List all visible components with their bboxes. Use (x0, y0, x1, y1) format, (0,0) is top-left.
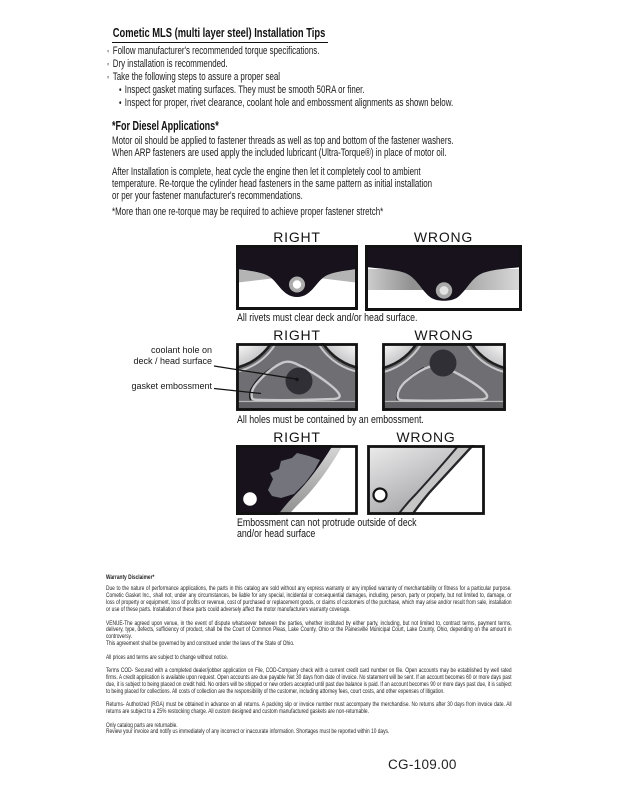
diesel-heading: *For Diesel Applications* (112, 119, 219, 133)
legal-paragraph: Review your invoice and notify us immediately of any incorrect or inaccurate information. Shortages must be reported within 10 days. (106, 728, 390, 736)
row1-caption: All rivets must clear deck and/or head surface. (237, 312, 418, 324)
coolant-hole (286, 368, 313, 395)
legal-paragraph: Due to the nature of performance applications, the parts in this catalog are sold without any express warranty or any implied warranty of merchantability or fitness for a particular purpose. Cometic Gasket Inc., shall not, under any circumstances, be liable for any special, incidental or consequential damages, including, person, party or property, but not limited to, damage, or loss of property or equipment, loss of profits or revenue, cost of purchased or replacement goods, or claims of customers of the purchase, which may arise and/or result from sale, installation or use of these parts. Installation of these parts could adversely affect the motor manufacturers warranty coverage. (106, 585, 512, 614)
diagram-embossment-wrong (382, 343, 506, 411)
retorque-note: *More than one re-torque may be required to achieve proper fastener stretch* (112, 206, 384, 218)
paragraph-line: When ARP fasteners are used apply the included lubricant (Ultra-Torque®) in place of motor oil. (112, 147, 447, 159)
legal-paragraph: Terms COD- Secured with a completed dealer/jobber application on File, COD-Company check with a current credit card number on file. Open accounts may be established by well rated firms. A credit application is available upon request. Open accounts are due payable Net 30 days from date of invoice. No statement will be sent. If an account becomes 60 or more days past due, it is subject to being placed on credit hold. No orders will be shipped or new orders accepted until past due balance is paid. If an account becomes 90 or more days past due, it is subject to being placed for collections. All costs of collection are the responsibility of the customer, including attorney fees, court costs, and other expenses of litigation. (106, 667, 512, 695)
paragraph-line: or per your fastener manufacturer's recommendations. (112, 190, 303, 202)
page-title: Cometic MLS (multi layer steel) Installation Tips (112, 25, 328, 43)
page-title-wrap (112, 24, 328, 42)
paragraph-line: After Installation is complete, heat cycle the engine then let it completely cool to ambient (112, 166, 421, 178)
wrong-label-row3: WRONG (396, 429, 456, 445)
row2-caption: All holes must be contained by an embossment. (237, 414, 424, 426)
warranty-heading: Warranty Disclaimer* (106, 574, 155, 581)
right-label-row3: RIGHT (273, 429, 321, 445)
row3-caption-line1: Embossment can not protrude outside of deck (237, 517, 417, 529)
legal-paragraph: Returns- Authorized (RGA) must be obtained in advance on all returns. A packing slip or invoice number must accompany the merchandise. No returns after 30 days from invoice date. All returns are subject to a 25% restocking charge. All custom designed and custom manufactured gaskets are non-returnable. (106, 701, 512, 716)
bullet-text: Inspect for proper, rivet clearance, coolant hole and embossment alignments as shown below. (124, 97, 454, 109)
legal-section (106, 575, 512, 743)
bullet-text: Follow manufacturer's recommended torque specifications. (112, 45, 320, 57)
coolant-hole-label-line2: deck / head surface (133, 356, 212, 366)
bullet-item (107, 58, 228, 71)
diagram-rivet-right (236, 245, 358, 310)
bullet-item (107, 45, 319, 58)
legal-paragraph: All prices and terms are subject to change without notice. (106, 653, 229, 661)
bullet-text: Dry installation is recommended. (112, 58, 228, 70)
diagram-protrusion-wrong (367, 445, 485, 515)
rivet-center (440, 286, 449, 295)
legal-paragraph: Only catalog parts are returnable. (106, 721, 178, 729)
paragraph-line: temperature. Re-torque the cylinder head fasteners in the same pattern as initial installation (112, 178, 433, 190)
coolant-hole (430, 350, 457, 377)
bullet-text: Take the following steps to assure a proper seal (112, 71, 281, 83)
bolt-hole (243, 492, 257, 506)
diagram-rivet-wrong (365, 245, 522, 311)
right-label-row1: RIGHT (273, 229, 321, 245)
wrong-label-row1: WRONG (413, 229, 474, 245)
sub-bullet-item (119, 84, 365, 97)
coolant-hole-label (90, 345, 212, 367)
legal-paragraph: VENUE-The agreed upon venue, in the event of dispute whatsoever between the parties, whether instituted by either party, including, but not limited to, contract terms, payment terms, delivery, type, defects, sufficiency of product, shall be the Court of Common Pleas, Lake County, Ohio or the Painesville Municipal Court, Lake County, Ohio, depending on the amount in controversy. (106, 619, 512, 641)
diagram-protrusion-right (236, 445, 358, 515)
doc-number: CG-109.00 (388, 757, 457, 772)
coolant-hole-label-line1: coolant hole on (150, 345, 212, 355)
paragraph-line: Motor oil should be applied to fastener threads as well as top and bottom of the fastener washers. (112, 135, 454, 147)
rivet-center (293, 280, 301, 288)
bullet-text: Inspect gasket mating surfaces. They must be smooth 50RA or finer. (124, 84, 365, 96)
gasket-embossment-label: gasket embossment (131, 381, 212, 391)
legal-paragraph: This agreement shall be governed by and construed under the laws of the State of Ohio. (106, 640, 295, 648)
right-label-row2: RIGHT (273, 327, 321, 343)
sub-bullet-item (119, 97, 453, 110)
diagram-embossment-right (236, 343, 358, 411)
row3-caption-line2: and/or head surface (237, 528, 316, 540)
bolt-hole (374, 489, 387, 502)
bullet-item (107, 71, 280, 84)
wrong-label-row2: WRONG (414, 327, 474, 343)
